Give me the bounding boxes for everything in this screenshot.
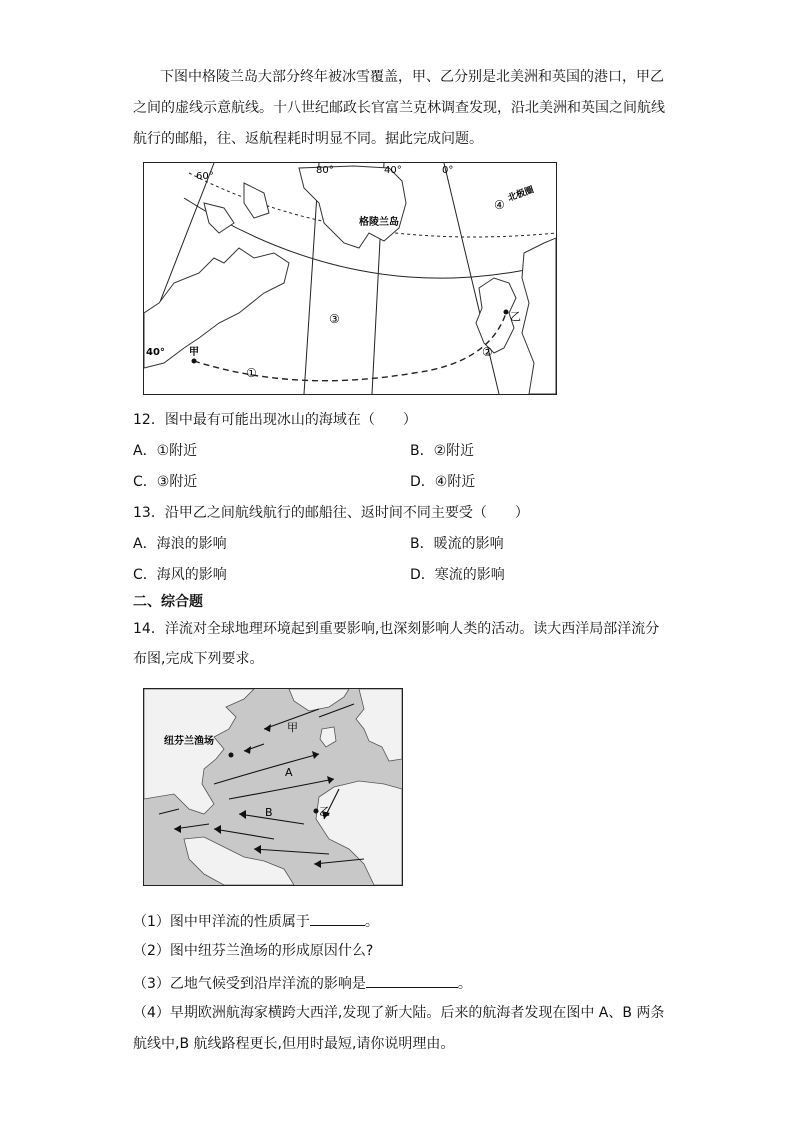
arrow-head <box>327 776 334 784</box>
map2-label-jia: 甲 <box>287 721 298 734</box>
arrow-head <box>239 810 246 819</box>
arrow-head <box>174 825 181 833</box>
subq-1 <box>133 910 379 932</box>
subq-4-line-2: 航线中,B 航线路程更长,但用时最短,请你说明理由。 <box>133 1036 455 1052</box>
map2-label-newfoundland: 纽芬兰渔场 <box>164 736 214 747</box>
q13-option-b[interactable]: B．暖流的影响 <box>410 536 504 552</box>
q12-option-c[interactable]: C．③附近 <box>133 474 198 490</box>
arctic-circle-label: 北极圈 <box>506 185 536 204</box>
subq-1-end: 。 <box>364 914 379 930</box>
label-40-left: 40° <box>146 347 165 358</box>
yi-dot <box>314 809 319 814</box>
north-america-land <box>144 689 254 814</box>
port-jia-dot <box>192 359 197 364</box>
label-60: 60° <box>196 171 214 182</box>
greenland-shape <box>299 166 406 248</box>
subq-2: （2）图中纽芬兰渔场的形成原因什么? <box>133 943 374 959</box>
greenland-land <box>289 689 349 711</box>
intro-line-2: 之间的虚线示意航线。十八世纪邮政长官富兰克林调查发现，沿北美洲和英国之间航线 <box>133 100 665 116</box>
route-map-svg <box>144 163 556 394</box>
subq-3-blank[interactable] <box>366 972 458 988</box>
subq-1-blank[interactable] <box>310 910 365 926</box>
q12-stem: 12．图中最有可能出现冰山的海域在（ ） <box>133 412 417 428</box>
arrow-head <box>254 845 261 854</box>
arrow-head <box>264 724 271 732</box>
q12-option-d[interactable]: D．④附近 <box>410 474 476 490</box>
british-isles-land <box>320 727 336 747</box>
atlantic-currents-map <box>143 688 403 886</box>
subq-1-text: （1）图中甲洋流的性质属于 <box>133 914 310 930</box>
label-80: 80° <box>316 165 334 176</box>
q14-line-2: 布图,完成下列要求。 <box>133 651 264 667</box>
marker-4: ④ <box>494 198 505 212</box>
q13-stem: 13．沿甲乙之间航线航行的邮船往、返时间不同主要受（ ） <box>133 505 529 521</box>
arrow-head <box>214 825 221 834</box>
newfoundland-dot <box>229 753 234 758</box>
section-heading: 二、综合题 <box>133 594 203 610</box>
marker-2: ② <box>482 345 493 359</box>
current-arrow <box>314 859 364 864</box>
europe-shape <box>522 238 556 394</box>
subq-3 <box>133 972 472 994</box>
subq-4-line-1: （4）早期欧洲航海家横跨大西洋,发现了新大陆。后来的航海者发现在图中 A、B 两条 <box>133 1005 665 1021</box>
label-yi: 乙 <box>510 310 521 323</box>
arrow-head <box>244 746 251 754</box>
q12-option-b[interactable]: B．②附近 <box>410 443 475 459</box>
arrow-head <box>314 860 321 868</box>
currents-map-svg <box>144 689 402 885</box>
north-america-shape <box>144 248 289 368</box>
subq-3-end: 。 <box>457 976 472 992</box>
intro-line-3: 航行的邮船，往、返航程耗时明显不同。据此完成问题。 <box>133 131 483 147</box>
arrow-head <box>312 751 319 759</box>
south-america-land <box>184 837 294 885</box>
shipping-route <box>194 313 506 381</box>
intro-line-1: 下图中格陵兰岛大部分终年被冰雪覆盖，甲、乙分别是北美洲和英国的港口，甲乙 <box>160 69 664 85</box>
marker-1: ① <box>246 366 257 380</box>
marker-3: ③ <box>329 312 340 326</box>
q13-option-a[interactable]: A．海浪的影响 <box>133 536 227 552</box>
current-arrow <box>229 779 334 799</box>
q14-line-1: 14．洋流对全球地理环境起到重要影响,也深刻影响人类的活动。读大西洋局部洋流分 <box>133 621 660 637</box>
label-0: 0° <box>442 165 454 176</box>
q13-option-d[interactable]: D．寒流的影响 <box>410 567 505 583</box>
meridian-0 <box>444 163 499 394</box>
africa-land <box>316 781 402 885</box>
island-shape <box>204 203 234 233</box>
current-arrow <box>159 809 179 814</box>
island-shape <box>244 183 269 218</box>
subq-3-text: （3）乙地气候受到沿岸洋流的影响是 <box>133 976 366 992</box>
port-yi-dot <box>504 310 509 315</box>
q12-option-a[interactable]: A．①附近 <box>133 443 198 459</box>
current-arrow <box>214 754 319 784</box>
label-jia: 甲 <box>189 347 199 358</box>
current-arrow <box>254 849 329 854</box>
map2-label-a: A <box>285 766 293 779</box>
europe-land <box>356 689 402 761</box>
north-atlantic-route-map <box>143 162 557 395</box>
map2-label-yi: 乙 <box>319 805 330 818</box>
current-arrow <box>214 829 274 839</box>
q13-option-c[interactable]: C．海风的影响 <box>133 567 227 583</box>
label-40-top: 40° <box>384 165 402 176</box>
greenland-label: 格陵兰岛 <box>359 217 399 228</box>
map2-label-b: B <box>265 806 273 819</box>
